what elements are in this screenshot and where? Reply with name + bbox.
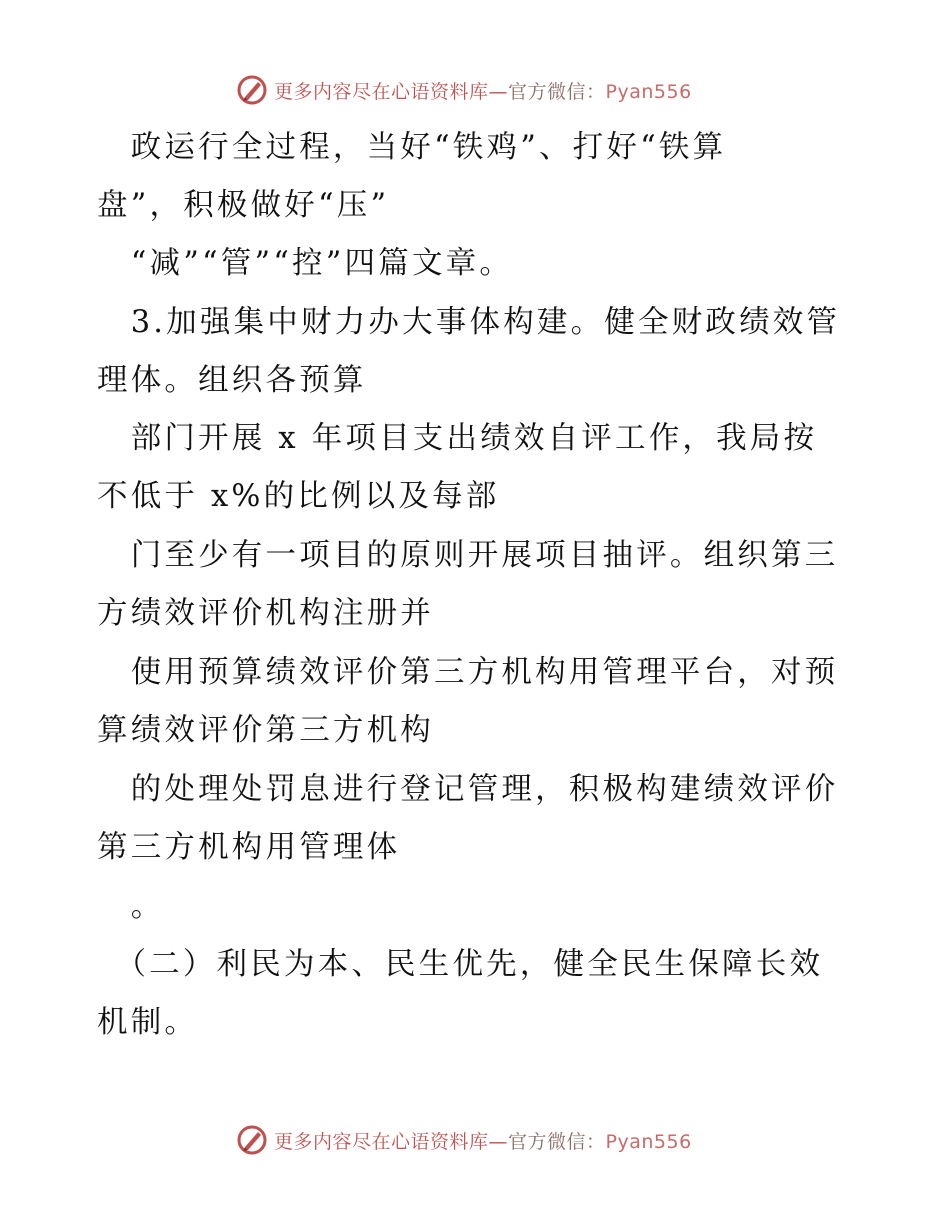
text-line: 的处理处罚息进行登记管理，积极构建绩效评价 bbox=[97, 772, 839, 807]
footer-watermark bbox=[236, 1123, 692, 1157]
watermark-id: Pyan556 bbox=[605, 1130, 692, 1153]
text-line: 盘”，积极做好“压” bbox=[97, 188, 390, 223]
watermark-main: 更多内容尽在心语资料库 bbox=[274, 80, 489, 103]
text-line: 。 bbox=[97, 889, 165, 924]
watermark-dash: — bbox=[488, 1130, 509, 1153]
text-line: 不低于 x%的比例以及每部 bbox=[97, 479, 500, 514]
text-line: “减”“管”“控”四篇文章。 bbox=[97, 246, 514, 281]
text-line: 部门开展 x 年项目支出绩效自评工作，我局按 bbox=[97, 421, 818, 456]
pen-logo-icon bbox=[236, 1124, 268, 1156]
text-line: 政运行全过程，当好“铁鸡”、打好“铁算 bbox=[97, 130, 727, 165]
text-line: 理体。组织各预算 bbox=[97, 363, 367, 398]
watermark-label: 官方微信： bbox=[508, 1130, 606, 1153]
text-line: 使用预算绩效评价第三方机构用管理平台，对预 bbox=[97, 655, 839, 690]
watermark-id: Pyan556 bbox=[605, 80, 692, 103]
text-line: 门至少有一项目的原则开展项目抽评。组织第三 bbox=[97, 538, 839, 573]
watermark-text bbox=[274, 77, 692, 104]
text-line: 机制。 bbox=[97, 1005, 199, 1040]
watermark-text bbox=[274, 1127, 692, 1154]
text-line: （二）利民为本、民生优先，健全民生保障长效 bbox=[97, 947, 824, 982]
text-line: 算绩效评价第三方机构 bbox=[97, 713, 434, 748]
watermark-dash: — bbox=[488, 80, 509, 103]
text-line: 第三方机构用管理体 bbox=[97, 830, 401, 865]
watermark-main: 更多内容尽在心语资料库 bbox=[274, 1130, 489, 1153]
watermark-label: 官方微信： bbox=[508, 80, 606, 103]
text-line: 3.加强集中财力办大事体构建。健全财政绩效管 bbox=[97, 305, 841, 340]
header-watermark bbox=[236, 73, 692, 107]
pen-logo-icon bbox=[236, 74, 268, 106]
text-line: 方绩效评价机构注册并 bbox=[97, 596, 434, 631]
